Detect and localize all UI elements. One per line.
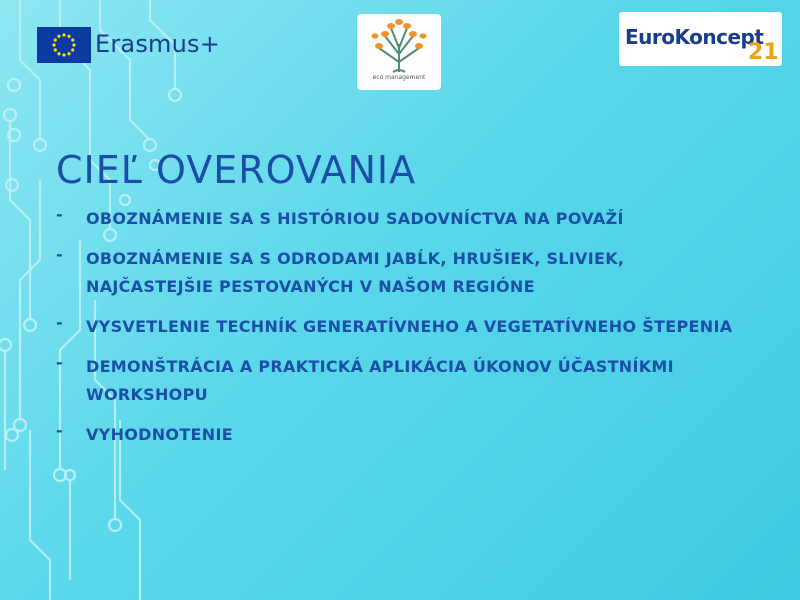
eurokoncept-logo-text: EuroKoncept [625,25,764,49]
bullet-dash: - [56,245,63,264]
erasmus-logo-text: Erasmus+ [95,30,221,58]
eco-logo-text: eco management [372,74,426,81]
bullet-text: DEMONŠTRÁCIA A PRAKTICKÁ APLIKÁCIA ÚKONOV ÚČASTNÍKMI WORKSHOPU [86,357,674,404]
bullet-text: OBOZNÁMENIE SA S HISTÓRIOU SADOVNÍCTVA NA POVAŽÍ [86,209,624,228]
bullet-dash: - [56,313,63,332]
bullet-dash: - [56,205,63,224]
bullet-item [56,353,756,409]
eurokoncept-logo-number: 21 [748,40,779,65]
erasmus-logo [37,27,221,67]
slide-title: CIEĽ OVEROVANIA [56,148,417,192]
bullet-list [56,205,756,461]
eco-management-logo [357,14,441,90]
bullet-text: VYHODNOTENIE [86,425,233,444]
bullet-dash: - [56,421,63,440]
bullet-text: VYSVETLENIE TECHNÍK GENERATÍVNEHO A VEGETATÍVNEHO ŠTEPENIA [86,317,733,336]
bullet-dash: - [56,353,63,372]
bullet-item [56,245,756,301]
eu-flag-icon [37,27,91,63]
bullet-item [56,421,756,449]
bullet-text: OBOZNÁMENIE SA S ODRODAMI JABĹK, HRUŠIEK, SLIVIEK, NAJČASTEJŠIE PESTOVANÝCH V NAŠOM REGIÓNE [86,249,625,296]
bullet-item [56,313,756,341]
bullet-item [56,205,756,233]
eurokoncept-logo [619,12,782,66]
